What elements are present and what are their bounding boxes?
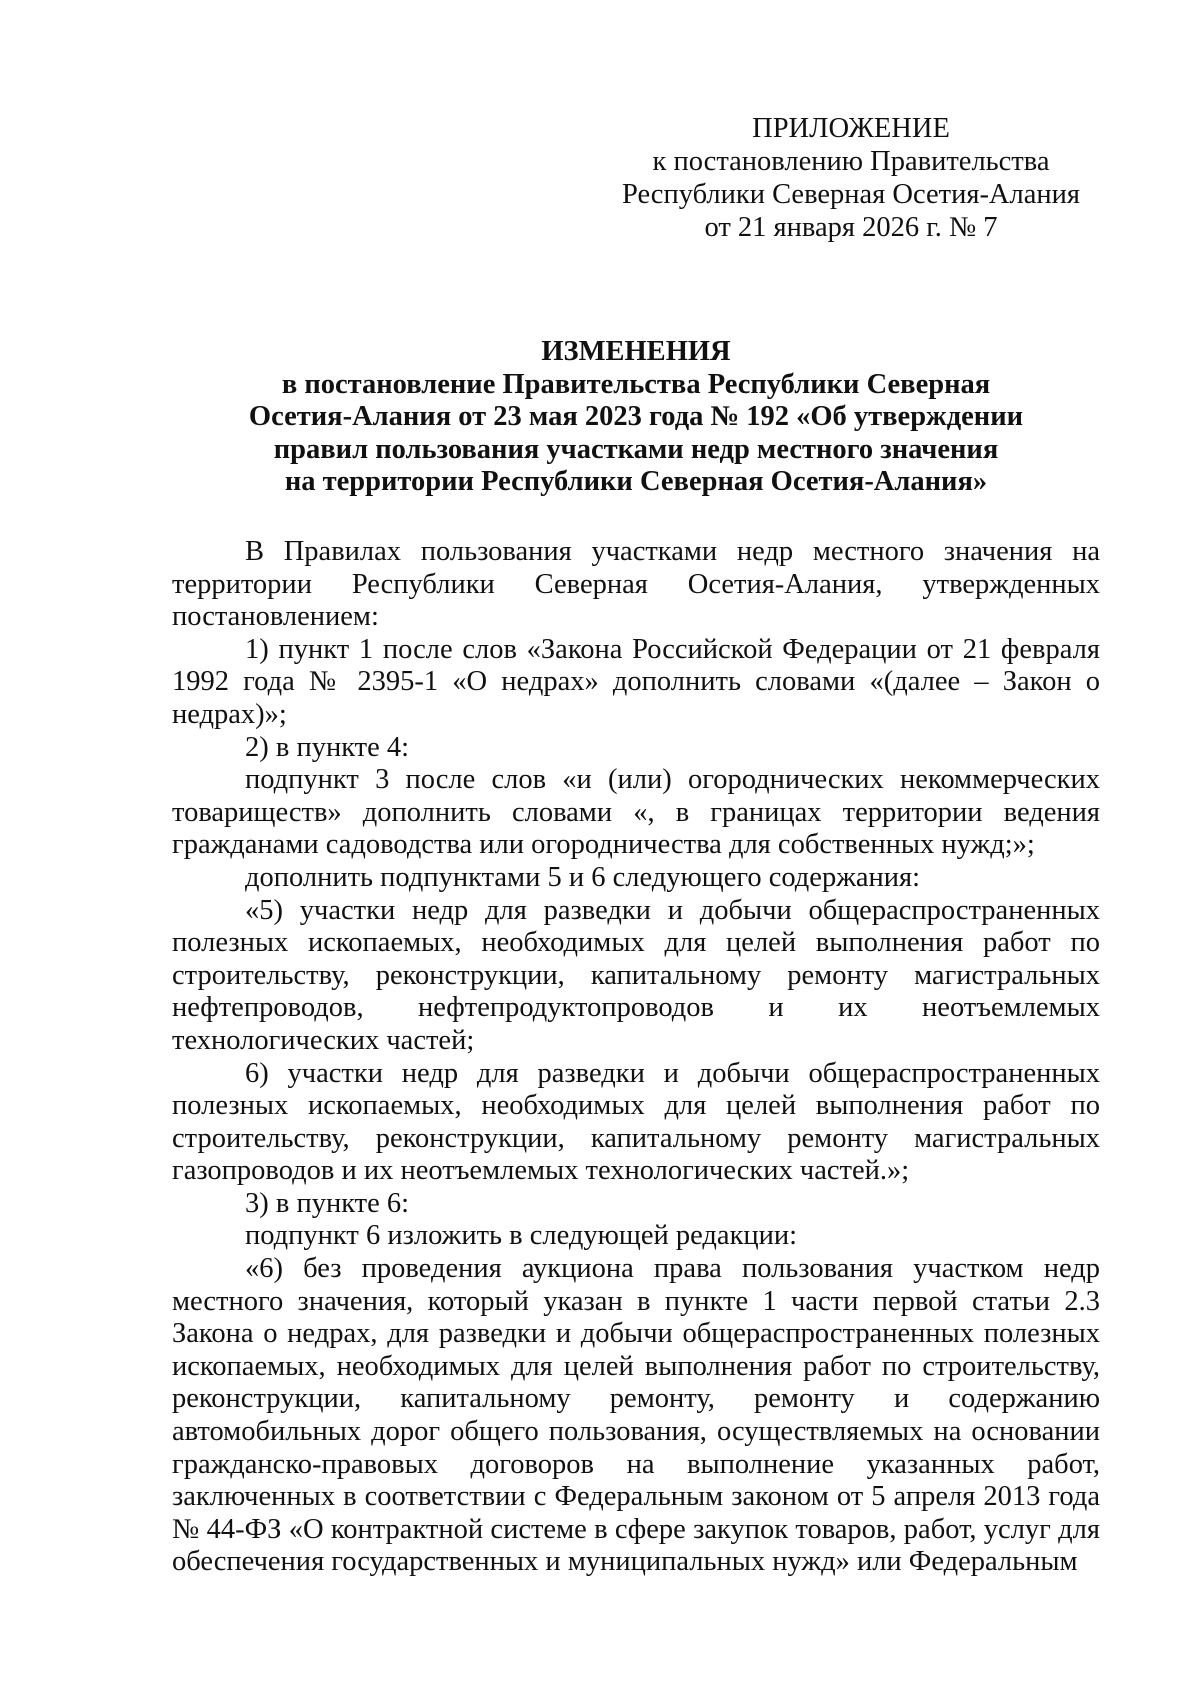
- appendix-block: [600, 112, 1102, 244]
- heading-line-4: на территории Республики Северная Осетия-Алания»: [284, 466, 988, 497]
- paragraph-intro: В Правилах пользования участками недр местного значения на территории Республики Северная Осетия-Алания, утвержденных постановлением:: [172, 536, 1100, 633]
- paragraph-item-2: 2) в пункте 4:: [245, 731, 410, 763]
- paragraph-item-1: 1) пункт 1 после слов «Закона Российской Федерации от 21 февраля 1992 года № 2395-1 «О недрах» дополнить словами «(далее – Закон о недрах)»;: [172, 633, 1100, 730]
- heading-line-1: в постановление Правительства Республики Северная: [281, 368, 991, 400]
- heading-title: ИЗМЕНЕНИЯ: [541, 336, 731, 367]
- paragraph-subitem-6-edit: подпункт 6 изложить в следующей редакции:: [245, 1220, 798, 1252]
- paragraph-item-3: 3) в пункте 6:: [245, 1187, 410, 1219]
- paragraph-subitem-5: «5) участки недр для разведки и добычи общераспространенных полезных ископаемых, необходимых для целей выполнения работ по строительству, реконструкции, капитальному ремонту магистральных нефтепроводов, нефтепродуктопроводов и их неотъемлемых технологических частей;: [172, 894, 1100, 1056]
- paragraph-subitem-6-text: «6) без проведения аукциона права пользования участком недр местного значения, который указан в пункте 1 части первой статьи 2.3 Закона о недрах, для разведки и добычи общераспространенных полезных ископаемых, необходимых для целей выполнения работ по строительству, реконструкции, капитальному ремонту, ремонту и содержанию автомобильных дорог общего пользования, осуществляемых на основании гражданско-правовых договоров на выполнение указанных работ, заключенных в соответствии с Федеральным законом от 5 апреля 2013 года № 44-ФЗ «О контрактной системе в сфере закупок товаров, работ, услуг для обеспечения государственных и муниципальных нужд» или Федеральным: [172, 1253, 1100, 1578]
- appendix-title: ПРИЛОЖЕНИЕ: [752, 113, 950, 144]
- document-body: [172, 536, 1100, 1579]
- appendix-date-number: от 21 января 2026 г. № 7: [704, 212, 998, 243]
- paragraph-subitem-3: подпункт 3 после слов «и (или) огороднических некоммерческих товариществ» дополнить словами «, в границах территории ведения гражданами садоводства или огородничества для собственных нужд;»;: [172, 764, 1100, 861]
- heading-line-2: Осетия-Алания от 23 мая 2023 года № 192 «Об утверждении: [248, 401, 1024, 432]
- heading-line-3: правил пользования участками недр местного значения: [273, 433, 999, 465]
- appendix-line-1: к постановлению Правительства: [652, 146, 1050, 177]
- document-heading: [172, 336, 1100, 499]
- paragraph-subitem-6: 6) участки недр для разведки и добычи общераспространенных полезных ископаемых, необходимых для целей выполнения работ по строительству, реконструкции, капитальному ремонту магистральных газопроводов и их неотъемлемых технологических частей.»;: [172, 1057, 1100, 1187]
- appendix-line-2: Республики Северная Осетия-Алания: [621, 179, 1081, 210]
- paragraph-add-subitems: дополнить подпунктами 5 и 6 следующего содержания:: [245, 861, 921, 893]
